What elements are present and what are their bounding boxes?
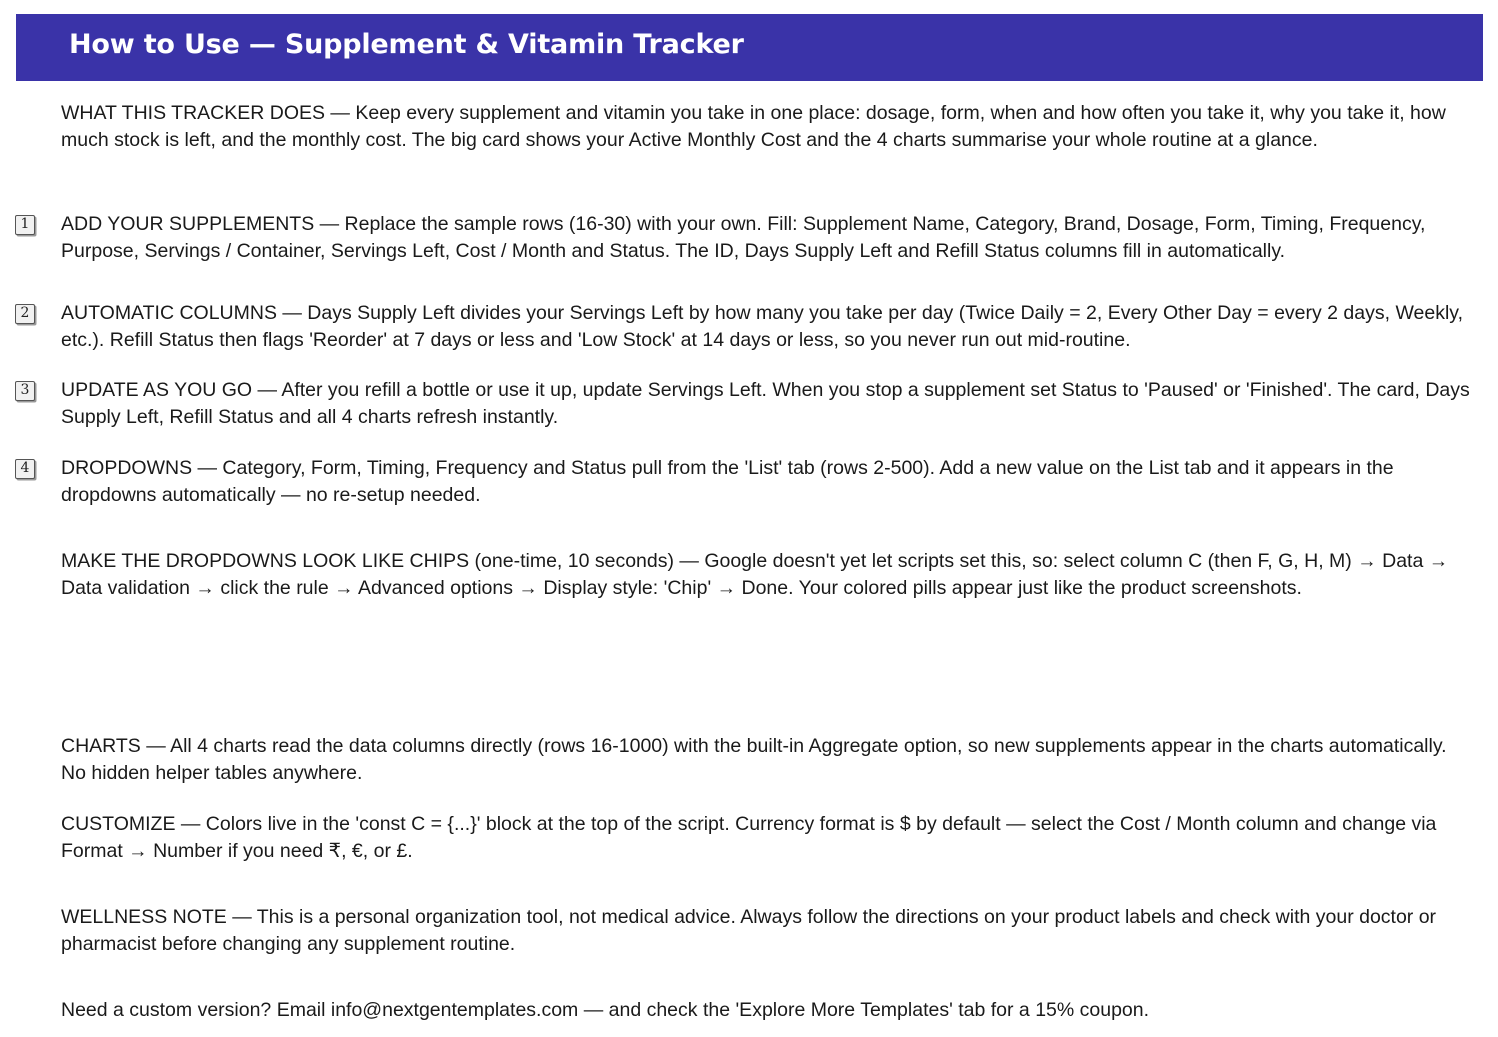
step-1-icon: 1: [15, 215, 35, 235]
step-2-text: AUTOMATIC COLUMNS — Days Supply Left divides your Servings Left by how many you take per day (Twice Daily = 2, Every Other Day = every 2 days, Weekly, etc.). Refill Status then flags 'Reorder' at 7 days or less and 'Low Stock' at 14 days or less, so you never run out mid-routine.: [61, 302, 1464, 351]
customize-paragraph: CUSTOMIZE — Colors live in the 'const C = {...}' block at the top of the script. Currency format is $ by default — select the Cost / Month column and change via Format → Number if you need ₹, €, or £.: [61, 813, 1437, 862]
page-title: How to Use — Supplement & Vitamin Tracker: [69, 29, 744, 60]
step-1-text: ADD YOUR SUPPLEMENTS — Replace the sample rows (16-30) with your own. Fill: Supplement Name, Category, Brand, Dosage, Form, Timing, Frequency, Purpose, Servings / Container, Servings Left, Cost / Month and Status. The ID, Days Supply Left and Refill Status columns fill in automatically.: [61, 213, 1426, 262]
chips-paragraph: MAKE THE DROPDOWNS LOOK LIKE CHIPS (one-time, 10 seconds) — Google doesn't yet let scripts set this, so: select column C (then F, G, H, M) → Data → Data validation → click the rule → Advanced options → Display style: 'Chip' → Done. Your colored pills appear just like the product screenshots.: [61, 550, 1449, 599]
charts-paragraph: CHARTS — All 4 charts read the data columns directly (rows 16-1000) with the built-in Aggregate option, so new supplements appear in the charts automatically. No hidden helper tables anywhere.: [61, 735, 1447, 784]
step-4-text: DROPDOWNS — Category, Form, Timing, Frequency and Status pull from the 'List' tab (rows 2-500). Add a new value on the List tab and it appears in the dropdowns automatically — no re-setup needed.: [61, 457, 1394, 506]
step-4-icon: 4: [15, 459, 35, 479]
step-2-icon: 2: [15, 304, 35, 324]
contact-paragraph: Need a custom version? Email info@nextgentemplates.com — and check the 'Explore More Templates' tab for a 15% coupon.: [61, 999, 1150, 1021]
page-header: [16, 14, 1483, 81]
step-3-icon: 3: [15, 381, 35, 401]
step-3-text: UPDATE AS YOU GO — After you refill a bottle or use it up, update Servings Left. When you stop a supplement set Status to 'Paused' or 'Finished'. The card, Days Supply Left, Refill Status and all 4 charts refresh instantly.: [61, 379, 1470, 428]
wellness-paragraph: WELLNESS NOTE — This is a personal organization tool, not medical advice. Always follow the directions on your product labels and check with your doctor or pharmacist before changing any supplement routine.: [61, 906, 1437, 955]
intro-paragraph: WHAT THIS TRACKER DOES — Keep every supplement and vitamin you take in one place: dosage, form, when and how often you take it, why you take it, how much stock is left, and the monthly cost. The big card shows your Active Monthly Cost and the 4 charts summarise your whole routine at a glance.: [61, 102, 1446, 151]
